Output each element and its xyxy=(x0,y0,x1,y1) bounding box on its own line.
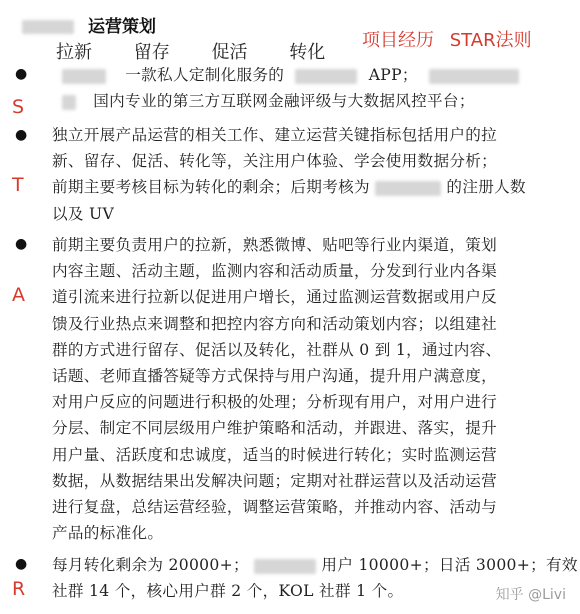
text-line: 前期主要负责用户的拉新，熟悉微博、贴吧等行业内渠道，策划 xyxy=(52,236,498,254)
result-paragraph xyxy=(52,552,578,604)
action-paragraph xyxy=(52,232,558,546)
text-line: 用户量、活跃度和忠诚度，适当的时候进行转化；实时监测运营 xyxy=(52,445,498,464)
situation-text: 国内专业的第三方互联网金融评级与大数据风控平台； xyxy=(93,92,475,111)
text-line: 对用户反应的问题进行积极的处理；分析现有用户，对用户进行 xyxy=(52,393,498,412)
annotation-star-method: STAR法则 xyxy=(449,30,532,51)
subtopic-label: 拉新 xyxy=(56,42,92,63)
subtopic-label: 留存 xyxy=(133,42,170,63)
redacted-block xyxy=(254,559,316,574)
text-line: 每月转化剩余为 20000+； xyxy=(52,556,249,574)
text-line: 内容主题、活动主题，监测内容和活动质量，分发到行业内各渠 xyxy=(52,262,498,281)
text-line: 道引流来进行拉新以促进用户增长，通过监测运营数据或用户反 xyxy=(52,288,498,307)
bullet-dot: ● xyxy=(15,236,28,252)
text-line: 以及 UV xyxy=(52,204,115,223)
text-line: 馈及行业热点来调整和把控内容方向和活动策划内容；以组建社 xyxy=(52,314,498,333)
annotation-project: 项目经历 xyxy=(362,30,434,51)
bullet-dot: ● xyxy=(15,127,28,143)
redacted-block xyxy=(295,69,357,84)
text-line: 话题、老师直播答疑等方式保持与用户沟通，提升用户满意度， xyxy=(52,367,498,386)
star-annotation xyxy=(362,26,532,52)
star-label-s: S xyxy=(12,96,25,118)
situation-app: APP； xyxy=(368,66,418,84)
star-label-a: A xyxy=(12,284,25,306)
bullet-dot: ● xyxy=(15,556,28,572)
redacted-block xyxy=(62,95,76,110)
subtopic-label: 促活 xyxy=(211,42,248,63)
subtopic-row xyxy=(56,38,361,64)
task-paragraph xyxy=(52,122,558,227)
text-line: 前期主要考核目标为转化的剩余；后期考核为 xyxy=(52,178,370,197)
text-line: 独立开展产品运营的相关工作、建立运营关键指标包括用户的拉 xyxy=(52,126,498,144)
redacted-block xyxy=(429,69,519,84)
text-line: 数据，从数据结果出发解决问题；定期对社群运营以及活动运营 xyxy=(52,471,498,490)
situation-paragraph xyxy=(52,62,558,114)
star-label-r: R xyxy=(12,578,26,600)
subtopic-label: 转化 xyxy=(289,42,326,63)
text-line: 新、留存、促活、转化等，关注用户体验、学会使用数据分析； xyxy=(52,152,498,171)
section-title: 运营策划 xyxy=(22,12,156,37)
text-line: 的注册人数 xyxy=(446,178,526,197)
text-line: 分层、制定不同层级用户维护策略和活动，并跟进、落实，提升 xyxy=(52,419,498,438)
text-line: 社群 14 个，核心用户群 2 个，KOL 社群 1 个。 xyxy=(52,582,404,601)
redacted-block xyxy=(22,20,74,34)
text-line: 用户 10000+；日活 3000+；有效 xyxy=(321,556,578,574)
redacted-block xyxy=(375,181,441,196)
bullet-dot: ● xyxy=(15,66,28,82)
text-line: 进行复盘，总结运营经验，调整运营策略，并推动内容、活动与 xyxy=(52,498,498,517)
star-label-t: T xyxy=(12,174,24,196)
situation-text: 一款私人定制化服务的 xyxy=(125,66,285,84)
watermark: 知乎 @Livi xyxy=(495,587,566,603)
text-line: 产品的标准化。 xyxy=(52,524,164,543)
text-line: 群的方式进行留存、促活以及转化，社群从 0 到 1，通过内容、 xyxy=(52,340,502,359)
redacted-block xyxy=(62,69,106,84)
